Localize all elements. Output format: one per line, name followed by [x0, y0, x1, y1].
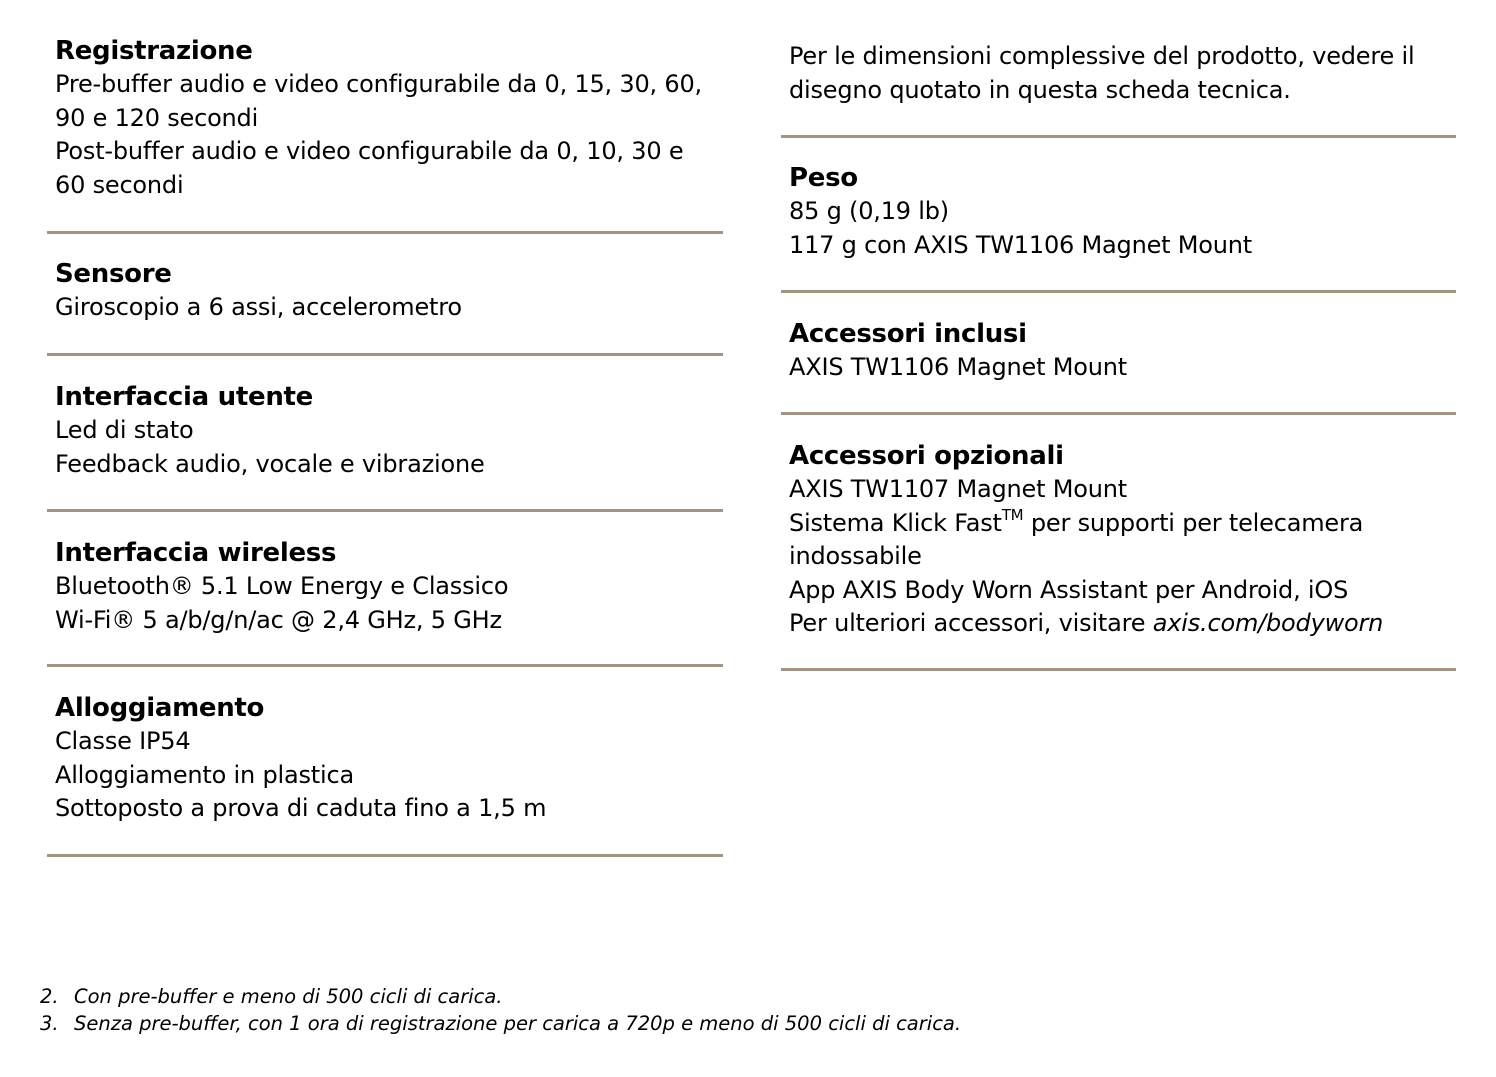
footnote-number: 2. — [40, 985, 59, 1008]
section-title: Accessori inclusi — [789, 319, 1027, 349]
spec-line: 117 g con AXIS TW1106 Magnet Mount — [789, 230, 1253, 259]
divider — [781, 412, 1456, 415]
spec-line: Bluetooth® 5.1 Low Energy e Classico — [55, 572, 509, 600]
klick-prefix: Sistema Klick Fast — [789, 508, 1002, 537]
section-registrazione — [47, 34, 723, 202]
spec-line — [789, 507, 1448, 541]
divider — [47, 509, 723, 512]
footnote-text: Con pre-buffer e meno di 500 cicli di carica. — [74, 985, 503, 1008]
spec-line: Alloggiamento in plastica — [55, 760, 354, 789]
klick-suffix: per supporti per telecamera — [1023, 508, 1364, 537]
footnote-item — [40, 983, 961, 1010]
divider — [47, 231, 723, 234]
section-title: Accessori opzionali — [789, 441, 1064, 471]
section-title: Sensore — [55, 259, 172, 289]
spec-line: Feedback audio, vocale e vibrazione — [55, 449, 485, 478]
spec-line: Giroscopio a 6 assi, accelerometro — [55, 293, 462, 321]
section-title: Interfaccia wireless — [55, 538, 337, 568]
spec-line: Sottoposto a prova di caduta fino a 1,5 m — [55, 794, 547, 822]
section-title: Registrazione — [55, 36, 253, 66]
spec-line: Per le dimensioni complessive del prodotto, vedere il — [789, 42, 1415, 70]
spec-line — [789, 607, 1448, 641]
section-interfaccia-wireless — [47, 536, 723, 637]
bodyworn-link[interactable]: axis.com/bodyworn — [1152, 609, 1384, 637]
link-prefix: Per ulteriori accessori, visitare — [789, 609, 1153, 637]
section-title: Alloggiamento — [55, 693, 265, 723]
spec-line: 60 secondi — [55, 170, 184, 199]
divider — [47, 664, 723, 667]
section-title: Peso — [789, 163, 858, 193]
spec-line: Post-buffer audio e video configurabile da 0, 10, 30 e — [55, 137, 684, 165]
spec-line: 85 g (0,19 lb) — [789, 197, 949, 225]
footnotes — [40, 983, 961, 1037]
section-accessori-inclusi — [781, 317, 1456, 385]
footnote-item — [40, 1010, 961, 1037]
section-alloggiamento — [47, 691, 723, 826]
section-title: Interfaccia utente — [55, 382, 314, 412]
spec-line: disegno quotato in questa scheda tecnica. — [789, 75, 1291, 104]
section-accessori-opzionali — [781, 439, 1456, 641]
divider — [47, 854, 723, 857]
spec-line: App AXIS Body Worn Assistant per Android, iOS — [789, 575, 1349, 604]
footnote-text: Senza pre-buffer, con 1 ora di registrazione per carica a 720p e meno di 500 cicli di carica. — [74, 1012, 962, 1035]
section-peso — [781, 161, 1456, 262]
spec-line: 90 e 120 secondi — [55, 103, 259, 132]
spec-line: indossabile — [789, 542, 922, 570]
divider — [781, 668, 1456, 671]
divider — [781, 290, 1456, 293]
spec-line: Led di stato — [55, 416, 194, 444]
spec-line: AXIS TW1106 Magnet Mount — [789, 353, 1127, 381]
divider — [781, 135, 1456, 138]
footnote-number: 3. — [40, 1012, 59, 1035]
spec-line: Pre-buffer audio e video configurabile da 0, 15, 30, 60, — [55, 70, 702, 98]
section-sensore — [47, 257, 723, 325]
trademark-superscript: TM — [1001, 505, 1024, 524]
spec-line: Classe IP54 — [55, 727, 191, 755]
section-interfaccia-utente — [47, 380, 723, 481]
spec-line: AXIS TW1107 Magnet Mount — [789, 475, 1127, 503]
section-dimensioni-intro — [781, 40, 1456, 107]
divider — [47, 353, 723, 356]
spec-line: Wi-Fi® 5 a/b/g/n/ac @ 2,4 GHz, 5 GHz — [55, 605, 502, 634]
